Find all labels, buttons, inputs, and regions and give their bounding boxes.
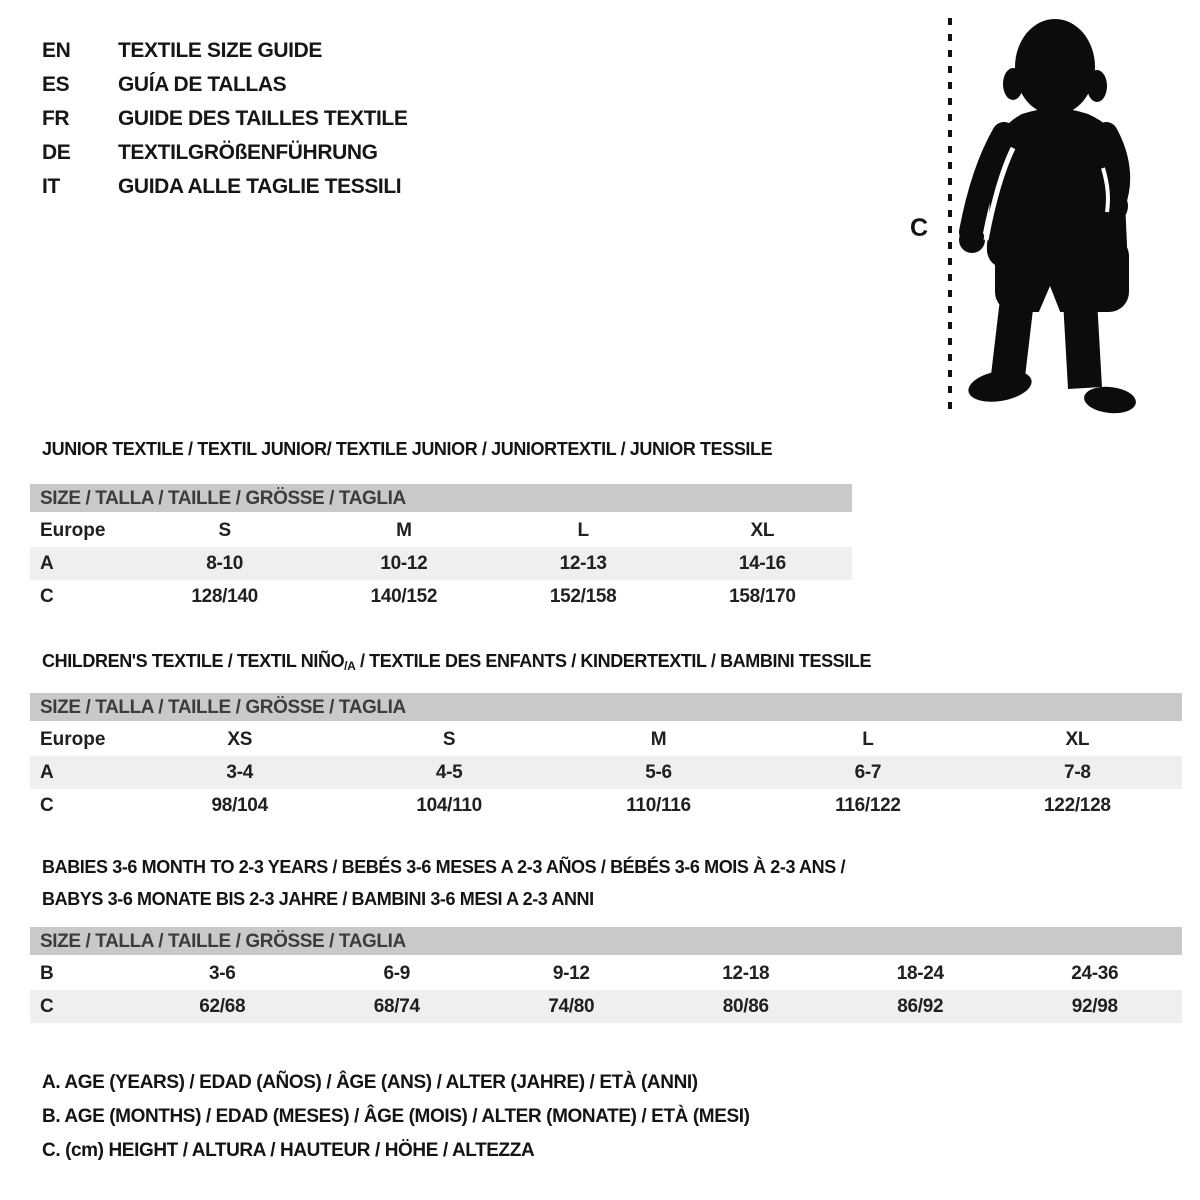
- table-cell: S: [218, 520, 231, 541]
- section-title-text: CHILDREN'S TEXTILE / TEXTIL NIÑO: [42, 651, 345, 671]
- table-cell: 6-9: [383, 963, 411, 984]
- section-title-text: / TEXTILE DES ENFANTS / KINDERTEXTIL / BAMBINI TESSILE: [355, 651, 872, 671]
- language-title: TEXTILGRÖßENFÜHRUNG: [118, 141, 378, 164]
- size-table-header: SIZE / TALLA / TAILLE / GRÖSSE / TAGLIA: [30, 927, 1182, 957]
- section-title-text: BABYS 3-6 MONATE BIS 2-3 JAHRE / BAMBINI 3-6 MESI A 2-3 ANNI: [42, 889, 594, 909]
- table-cell: M: [396, 520, 412, 541]
- section-title: [42, 645, 871, 679]
- table-cell: 104/110: [416, 795, 482, 816]
- table-cell: XS: [227, 729, 253, 750]
- section-title-text: BABIES 3-6 MONTH TO 2-3 YEARS / BEBÉS 3-6 MESES A 2-3 AÑOS / BÉBÉS 3-6 MOIS À 2-3 ANS /: [42, 857, 846, 877]
- language-code: FR: [42, 107, 70, 130]
- row-label: C: [40, 795, 54, 816]
- language-title: GUÍA DE TALLAS: [118, 73, 287, 96]
- table-row: [30, 957, 1182, 990]
- section-title: [42, 433, 772, 465]
- row-label: Europe: [40, 520, 106, 541]
- table-cell: 140/152: [370, 586, 438, 607]
- language-row: [42, 136, 407, 170]
- row-label: C: [40, 586, 54, 607]
- table-cell: 8-10: [206, 553, 244, 574]
- children-size-table: [30, 693, 1182, 822]
- table-cell: 98/104: [211, 795, 268, 816]
- table-cell: 14-16: [738, 553, 786, 574]
- table-cell: 110/116: [626, 795, 691, 816]
- section-title: [42, 851, 845, 915]
- language-title: GUIDA ALLE TAGLIE TESSILI: [118, 175, 402, 198]
- section-title-line: [42, 851, 845, 883]
- table-cell: XL: [1065, 729, 1090, 750]
- toddler-silhouette-icon: [959, 19, 1137, 416]
- table-cell: 3-4: [226, 762, 253, 783]
- table-cell: 92/98: [1071, 996, 1118, 1017]
- row-label: A: [40, 553, 54, 574]
- language-code: EN: [42, 39, 71, 62]
- table-row: [30, 756, 1182, 789]
- legend: [42, 1066, 750, 1168]
- language-row: [42, 68, 407, 102]
- section-junior-textile: [30, 433, 852, 623]
- language-title-block: [42, 34, 407, 204]
- table-row: [30, 990, 1182, 1023]
- table-cell: 4-5: [435, 762, 463, 783]
- table-row: [30, 514, 852, 547]
- table-cell: 24-36: [1071, 963, 1119, 984]
- section-title-text: /A: [344, 659, 356, 673]
- table-cell: L: [862, 729, 874, 750]
- section-babies: [30, 851, 1182, 1036]
- junior-size-table: [30, 484, 852, 613]
- row-label: Europe: [40, 729, 106, 750]
- table-cell: 6-7: [854, 762, 882, 783]
- babies-size-table: [30, 927, 1182, 1023]
- table-cell: 68/74: [373, 996, 420, 1017]
- table-cell: L: [577, 520, 589, 541]
- table-row: [30, 547, 852, 580]
- table-cell: 5-6: [645, 762, 672, 783]
- section-title-line: [42, 645, 871, 679]
- table-cell: 10-12: [380, 553, 428, 574]
- table-cell: 18-24: [896, 963, 944, 984]
- table-cell: 74/80: [548, 996, 595, 1017]
- language-row: [42, 34, 407, 68]
- height-measure-label: C: [910, 214, 929, 242]
- size-table-header: SIZE / TALLA / TAILLE / GRÖSSE / TAGLIA: [30, 484, 852, 514]
- height-figure: [900, 10, 1170, 430]
- table-cell: 62/68: [199, 996, 246, 1017]
- language-code: DE: [42, 141, 71, 164]
- section-title-line: [42, 433, 772, 465]
- section-title-line: [42, 883, 845, 915]
- section-childrens-textile: [30, 645, 1182, 835]
- table-cell: 9-12: [552, 963, 590, 984]
- table-cell: 122/128: [1044, 795, 1111, 816]
- table-cell: 12-13: [559, 553, 607, 574]
- language-row: [42, 102, 407, 136]
- legend-line-age-months: B. AGE (MONTHS) / EDAD (MESES) / ÂGE (MOIS) / ALTER (MONATE) / ETÀ (MESI): [42, 1106, 750, 1127]
- row-label: A: [40, 762, 54, 783]
- table-cell: 7-8: [1064, 762, 1091, 783]
- legend-line-height: C. (cm) HEIGHT / ALTURA / HAUTEUR / HÖHE / ALTEZZA: [42, 1140, 535, 1161]
- language-title: TEXTILE SIZE GUIDE: [118, 39, 322, 62]
- row-label: C: [40, 996, 54, 1017]
- table-cell: 128/140: [191, 586, 258, 607]
- table-cell: 158/170: [729, 586, 796, 607]
- table-row: [30, 723, 1182, 756]
- table-row: [30, 789, 1182, 822]
- legend-line-age-years: A. AGE (YEARS) / EDAD (AÑOS) / ÂGE (ANS) / ALTER (JAHRE) / ETÀ (ANNI): [42, 1072, 698, 1093]
- language-code: ES: [42, 73, 70, 96]
- language-title: GUIDE DES TAILLES TEXTILE: [118, 107, 408, 130]
- row-label: B: [40, 963, 54, 984]
- table-cell: 152/158: [549, 586, 617, 607]
- section-title-text: JUNIOR TEXTILE / TEXTIL JUNIOR/ TEXTILE JUNIOR / JUNIORTEXTIL / JUNIOR TESSILE: [42, 439, 773, 459]
- table-cell: S: [442, 729, 456, 750]
- table-cell: M: [650, 729, 667, 750]
- language-code: IT: [42, 175, 60, 198]
- language-row: [42, 170, 407, 204]
- table-row: [30, 580, 852, 613]
- table-cell: XL: [750, 520, 775, 541]
- table-cell: 80/86: [722, 996, 769, 1017]
- table-cell: 86/92: [897, 996, 944, 1017]
- table-cell: 3-6: [208, 963, 236, 984]
- size-table-header: SIZE / TALLA / TAILLE / GRÖSSE / TAGLIA: [30, 693, 1182, 723]
- table-cell: 116/122: [835, 795, 901, 816]
- table-cell: 12-18: [722, 963, 770, 984]
